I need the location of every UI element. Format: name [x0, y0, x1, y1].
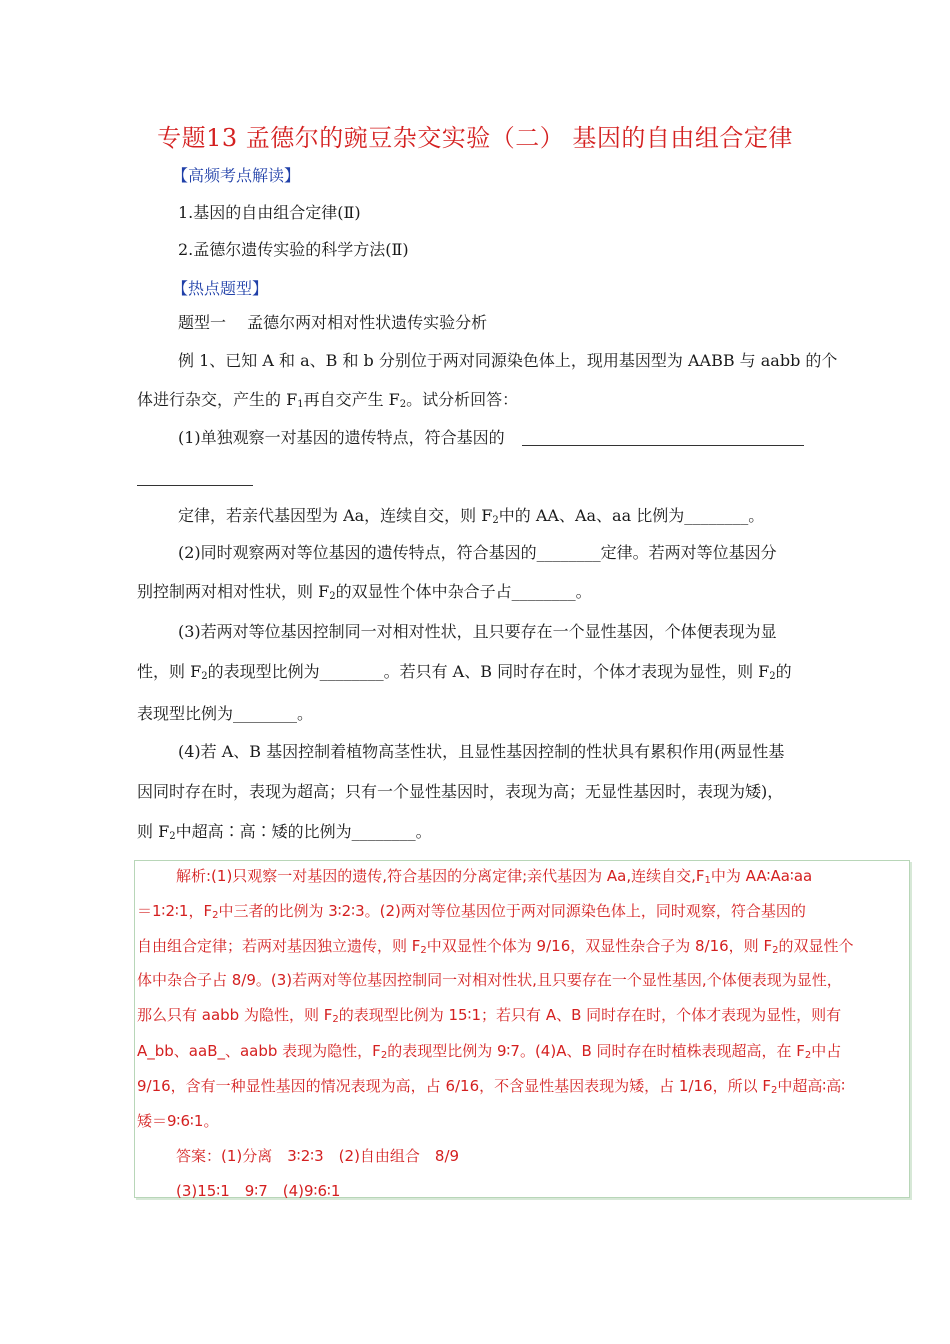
question-type-title: 题型一 孟德尔两对相对性状遗传实验分析 [178, 313, 488, 332]
question-part-4-cont: 则 $F_2$中超高∶高∶矮的比例为________。 [137, 822, 432, 842]
point-item: 2.孟德尔遗传实验的科学方法(Ⅱ) [178, 240, 409, 259]
question-part-3-cont: 表现型比例为________。 [137, 704, 314, 723]
analysis-line: 那么只有 aabb 为隐性，则 $F_2$的表现型比例为 15∶1；若只有 A、B 同时存在时，个体才表现为显性，则有 [137, 1006, 842, 1025]
section-header-frequent-points: 【高频考点解读】 [172, 166, 301, 185]
question-part-3-cont: 性，则 $F_2$的表现型比例为________。若只有 A、B 同时存在时，个体才表现为显性，则 $F_2$的 [137, 662, 792, 682]
analysis-line: 自由组合定律；若两对基因独立遗传，则 $F_2$中双显性个体为 9/16，双显性杂合子为 8/16，则 $F_2$的双显性个 [137, 937, 854, 956]
question-part-3: (3)若两对等位基因控制同一对相对性状，且只要存在一个显性基因，个体便表现为显 [178, 622, 777, 641]
question-part-4: (4)若 A、B 基因控制着植物高茎性状，且显性基因控制的性状具有累积作用(两显性基 [178, 742, 785, 761]
analysis-line: ＝1∶2∶1，$F_2$中三者的比例为 3∶2∶3。(2)两对等位基因位于两对同源染色体上，同时观察，符合基因的 [137, 902, 806, 921]
question-stem-line: 体进行杂交，产生的 $F_1$再自交产生 $F_2$。试分析回答： [137, 390, 519, 410]
answer-blank-line [137, 485, 253, 486]
analysis-line: 解析:(1)只观察一对基因的遗传,符合基因的分离定律;亲代基因为 Aa,连续自交$,F_1$中为 AA∶Aa∶aa [176, 867, 813, 886]
analysis-line: 矮＝9∶6∶1。 [137, 1112, 219, 1130]
answer-line: 答案：(1)分离 3∶2∶3 (2)自由组合 8/9 [176, 1147, 460, 1165]
answer-blank-line [522, 445, 804, 446]
analysis-line: 体中杂合子占 8/9。(3)若两对等位基因控制同一对相对性状,且只要存在一个显性基因,个体便表现为显性， [137, 971, 842, 989]
section-header-hot-topics: 【热点题型】 [172, 279, 269, 298]
question-part-2: (2)同时观察两对等位基因的遗传特点，符合基因的________定律。若两对等位基因分 [178, 543, 777, 562]
question-stem-line: 例 1、已知 A 和 a、B 和 b 分别位于两对同源染色体上，现用基因型为 AABB 与 aabb 的个 [178, 351, 838, 370]
point-item: 1.基因的自由组合定律(Ⅱ) [178, 203, 361, 222]
question-part-1: (1)单独观察一对基因的遗传特点，符合基因的 [178, 428, 505, 447]
analysis-line: 9/16，含有一种显性基因的情况表现为高，占 6/16，不含显性基因表现为矮，占 1/16，所以 $F_2$中超高∶高∶ [137, 1077, 846, 1096]
page-title: 专题13 孟德尔的豌豆杂交实验（二） 基因的自由组合定律 [157, 124, 793, 152]
question-part-1-cont: 定律，若亲代基因型为 Aa，连续自交，则 $F_2$中的 AA、Aa、aa 比例为________。 [178, 506, 765, 526]
answer-line: (3)15∶1 9∶7 (4)9∶6∶1 [176, 1182, 341, 1200]
question-part-2-cont: 别控制两对相对性状，则 $F_2$的双显性个体中杂合子占________。 [137, 582, 592, 602]
question-part-4-cont: 因同时存在时，表现为超高；只有一个显性基因时，表现为高；无显性基因时，表现为矮)， [137, 782, 784, 801]
analysis-line: A_bb、aaB_、aabb 表现为隐性，$F_2$的表现型比例为 9∶7。(4)A、B 同时存在时植株表现超高，在 $F_2$中占 [137, 1042, 842, 1061]
